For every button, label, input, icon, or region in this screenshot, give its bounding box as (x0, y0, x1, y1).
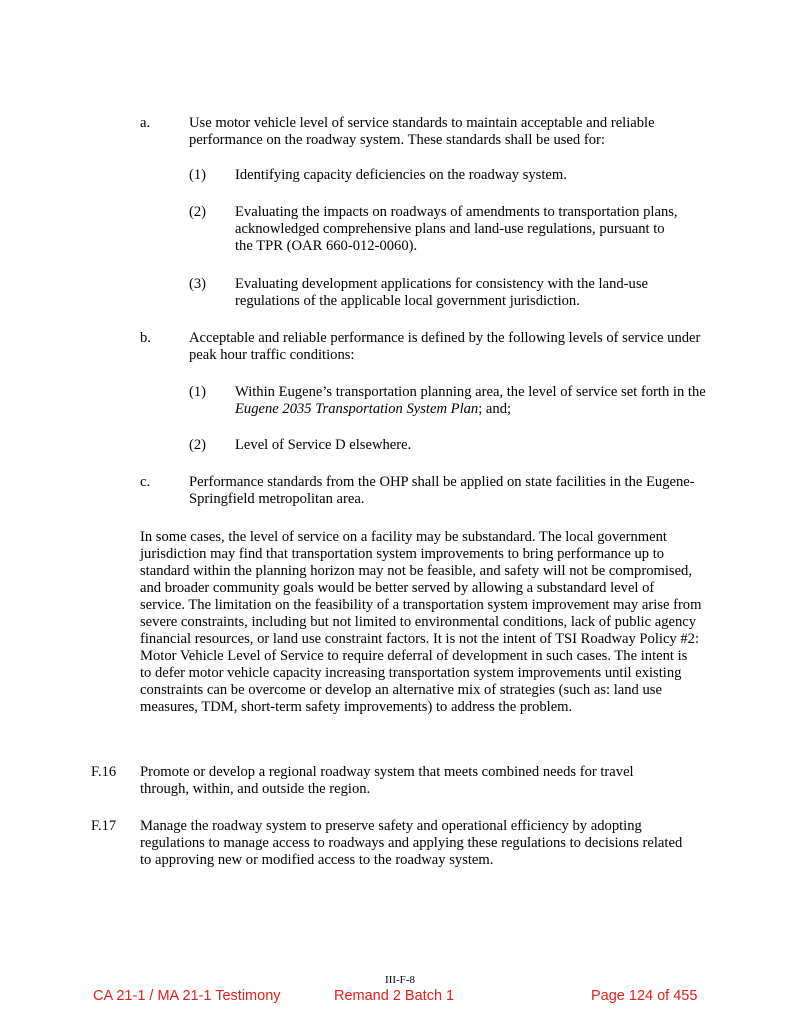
footer-batch: Remand 2 Batch 1 (334, 988, 455, 1004)
item-a-1-text: Identifying capacity deficiencies on the roadway system. (235, 167, 567, 183)
item-a-label: a. (140, 115, 151, 131)
page-number-label: III-F-8 (385, 974, 415, 986)
item-b-1-label: (1) (189, 384, 207, 400)
policy-f17-text: Manage the roadway system to preserve safety and operational efficiency by adopting regulations to manage access to roadways and applying these regulations to decisions related to approving new or modified access to the roadway system. (140, 818, 683, 868)
policy-f16-label: F.16 (91, 764, 117, 780)
item-a-2-text: Evaluating the impacts on roadways of amendments to transportation plans, acknowledged comprehensive plans and land-use regulations, pursuant to the TPR (OAR 660-012-0060). (235, 204, 678, 254)
item-b-2-text: Level of Service D elsewhere. (235, 437, 412, 453)
policy-f17-label: F.17 (91, 818, 117, 834)
item-c-label: c. (140, 474, 151, 490)
policy-f16-text: Promote or develop a regional roadway system that meets combined needs for travel through, within, and outside the region. (140, 764, 634, 797)
item-a-3-text: Evaluating development applications for consistency with the land-use regulations of the applicable local government jurisdiction. (235, 276, 648, 309)
item-b-1-text-before: Within Eugene’s transportation planning area, the level of service set forth in the (235, 384, 706, 400)
tsp-title-italic: Eugene 2035 Transportation System Plan (235, 401, 479, 417)
item-b-label: b. (140, 330, 151, 346)
item-a-text: Use motor vehicle level of service standards to maintain acceptable and reliable performance on the roadway system. These standards shall be used for: (189, 115, 655, 148)
footer-page-count: Page 124 of 455 (591, 988, 698, 1004)
item-c-text: Performance standards from the OHP shall be applied on state facilities in the Eugene-Springfield metropolitan area. (189, 474, 695, 507)
item-a-2-label: (2) (189, 204, 207, 220)
item-b-1-text (235, 384, 713, 418)
item-b-text: Acceptable and reliable performance is defined by the following levels of service under peak hour traffic conditions: (189, 330, 701, 363)
body-paragraph: In some cases, the level of service on a facility may be substandard. The local government jurisdiction may find that transportation system improvements to bring performance up to standard within the planning horizon may not be feasible, and safety will not be compromised, and broader community goals would be better served by allowing a substandard level of service. The limitation on the feasibility of a transportation system improvement may arise from severe constraints, including but not limited to environmental conditions, lack of public agency financial resources, or land use constraint factors. It is not the intent of TSI Roadway Policy #2: Motor Vehicle Level of Service to require deferral of development in such cases. The intent is to defer motor vehicle capacity increasing transportation system improvements until existing constraints can be overcome or develop an alternative mix of strategies (such as: land use measures, TDM, short-term safety improvements) to address the problem. (140, 529, 702, 715)
item-a-3-label: (3) (189, 276, 207, 292)
item-b-2-label: (2) (189, 437, 207, 453)
footer-testimony: CA 21-1 / MA 21-1 Testimony (93, 988, 281, 1004)
item-b-1-text-after: ; and; (478, 401, 512, 417)
item-a-1-label: (1) (189, 167, 207, 183)
